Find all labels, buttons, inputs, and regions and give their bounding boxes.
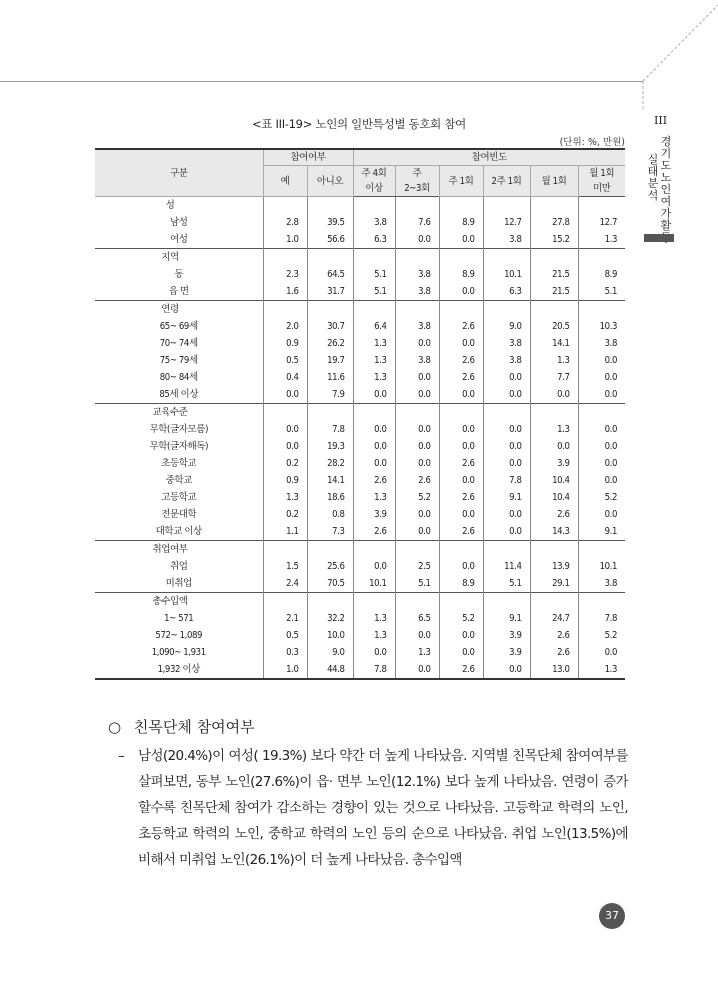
- cell-value: 0.0: [530, 386, 578, 404]
- row-label: 대학교 이상: [155, 526, 202, 537]
- cell-value: 2.6: [439, 523, 483, 541]
- cell-value: 12.7: [483, 214, 530, 231]
- chapter-title-line2: 실태분석: [647, 153, 659, 202]
- cell-value: 10.0: [307, 627, 353, 644]
- cell-value: 3.9: [530, 455, 578, 472]
- cell-value: 7.9: [307, 386, 353, 404]
- row-label: 75~ 79세: [159, 355, 198, 366]
- chapter-title-line1: 경기도 노인여가활: [660, 135, 672, 232]
- cell-value: 2.6: [439, 661, 483, 679]
- row-label: 초등학교: [161, 458, 197, 469]
- cell-value: 3.8: [395, 318, 439, 335]
- cell-value: 0.0: [578, 644, 625, 661]
- cell-value: 0.0: [395, 506, 439, 523]
- cell-value: 56.6: [307, 231, 353, 249]
- cell-value: 25.6: [307, 558, 353, 575]
- cell-value: 27.8: [530, 214, 578, 231]
- section-title: 친목단체 참여여부: [133, 718, 255, 736]
- header-col-2-line2: 이상: [353, 181, 395, 197]
- cell-value: 7.7: [530, 369, 578, 386]
- cell-value: 10.4: [530, 472, 578, 489]
- cell-value: 0.0: [578, 386, 625, 404]
- cell-value: 8.9: [439, 575, 483, 593]
- cell-value: 0.5: [263, 352, 307, 369]
- header-group-participation: 참여여부: [263, 149, 353, 166]
- cell-value: 70.5: [307, 575, 353, 593]
- cell-value: 0.0: [483, 369, 530, 386]
- table-unit: (단위: %, 만원): [559, 137, 625, 148]
- cell-value: 6.5: [395, 610, 439, 627]
- cell-value: 0.0: [483, 421, 530, 438]
- cell-value: 5.2: [439, 610, 483, 627]
- cell-value: 19.3: [307, 438, 353, 455]
- cell-value: 5.1: [483, 575, 530, 593]
- row-label: 무학(글자해독): [149, 441, 209, 452]
- cell-value: 9.1: [578, 523, 625, 541]
- cell-value: 0.0: [353, 438, 395, 455]
- row-label: 65~ 69세: [159, 321, 198, 332]
- cell-value: 2.6: [439, 318, 483, 335]
- cell-value: 1.3: [578, 661, 625, 679]
- cell-value: 2.3: [263, 266, 307, 283]
- cell-value: 0.0: [395, 386, 439, 404]
- cell-value: 0.0: [353, 558, 395, 575]
- cell-value: 0.0: [439, 644, 483, 661]
- table-row: [95, 352, 625, 369]
- cell-value: 0.0: [395, 438, 439, 455]
- group-name: 교육수준: [152, 407, 188, 418]
- header-col-3-line1: 주: [395, 166, 439, 182]
- row-label: 여성: [169, 234, 188, 245]
- row-label: 80~ 84세: [159, 372, 198, 383]
- cell-value: 2.6: [395, 472, 439, 489]
- cell-value: 0.0: [439, 231, 483, 249]
- cell-value: 2.6: [439, 455, 483, 472]
- table-row: [95, 610, 625, 627]
- row-label: 1,090~ 1,931: [151, 647, 206, 658]
- cell-value: 6.3: [483, 283, 530, 301]
- cell-value: 0.0: [353, 421, 395, 438]
- cell-value: 8.9: [439, 214, 483, 231]
- cell-value: 0.0: [578, 455, 625, 472]
- table-row: [95, 523, 625, 541]
- cell-value: 10.1: [483, 266, 530, 283]
- cell-value: 0.4: [263, 369, 307, 386]
- row-label: 1,932 이상: [95, 661, 263, 679]
- table-row: [95, 506, 625, 523]
- cell-value: 7.8: [483, 472, 530, 489]
- cell-value: 14.1: [530, 335, 578, 352]
- header-group-frequency: 참여빈도: [353, 149, 625, 166]
- table-row: [95, 644, 625, 661]
- table-row: [95, 386, 625, 404]
- cell-value: 9.1: [483, 489, 530, 506]
- table-group-row: [95, 301, 625, 319]
- header-row-label: 구분: [95, 149, 263, 197]
- cell-value: 0.0: [263, 421, 307, 438]
- header-col-6: 월 1회: [530, 166, 578, 197]
- table-row: [95, 335, 625, 352]
- cell-value: 0.5: [263, 627, 307, 644]
- row-label: 85세 이상: [159, 389, 199, 400]
- cell-value: 2.4: [263, 575, 307, 593]
- row-label: 미취업: [165, 578, 192, 589]
- cell-value: 0.0: [483, 455, 530, 472]
- chapter-side-bar: [644, 234, 674, 242]
- cell-value: 7.8: [307, 421, 353, 438]
- cell-value: 1.3: [353, 335, 395, 352]
- cell-value: 3.8: [483, 335, 530, 352]
- cell-value: 1.3: [578, 231, 625, 249]
- header-col-5: 2주 1회: [483, 166, 530, 197]
- table-group-row: [95, 541, 625, 559]
- cell-value: 0.0: [439, 335, 483, 352]
- row-label: 취업: [169, 561, 188, 572]
- cell-value: 32.2: [307, 610, 353, 627]
- table-group-row: [95, 404, 625, 422]
- table-row: [95, 231, 625, 249]
- cell-value: 3.8: [395, 352, 439, 369]
- page-corner-decoration: [620, 0, 718, 110]
- cell-value: 14.3: [530, 523, 578, 541]
- cell-value: 2.6: [530, 627, 578, 644]
- section-paragraph: [120, 743, 628, 873]
- table-row: [95, 266, 625, 283]
- cell-value: 5.1: [353, 266, 395, 283]
- cell-value: 3.8: [483, 352, 530, 369]
- cell-value: 3.8: [353, 214, 395, 231]
- cell-value: 19.7: [307, 352, 353, 369]
- cell-value: 0.0: [439, 438, 483, 455]
- cell-value: 3.8: [395, 283, 439, 301]
- cell-value: 3.8: [483, 231, 530, 249]
- table-row: [95, 438, 625, 455]
- cell-value: 0.0: [483, 386, 530, 404]
- group-name: 성: [165, 200, 175, 211]
- chapter-number: III: [654, 114, 668, 127]
- row-label: 읍 면: [168, 286, 189, 297]
- cell-value: 0.0: [263, 386, 307, 404]
- header-col-3-line2: 2~3회: [395, 181, 439, 197]
- cell-value: 29.1: [530, 575, 578, 593]
- cell-value: 0.0: [439, 386, 483, 404]
- cell-value: 1.3: [353, 610, 395, 627]
- cell-value: 1.1: [263, 523, 307, 541]
- section-bullet: ○: [108, 718, 122, 736]
- cell-value: 0.0: [483, 438, 530, 455]
- header-col-1: 아니오: [307, 166, 353, 197]
- cell-value: 2.6: [439, 489, 483, 506]
- cell-value: 9.0: [483, 318, 530, 335]
- cell-value: 0.9: [263, 335, 307, 352]
- table-row: [95, 421, 625, 438]
- header-col-7-line2: 미만: [578, 181, 625, 197]
- cell-value: 64.5: [307, 266, 353, 283]
- paragraph-text: 남성(20.4%)이 여성( 19.3%) 보다 약간 더 높게 나타났음. 지역별 친목단체 참여여부를 살펴보면, 동부 노인(27.6%)이 읍· 면부 노인(12.1%) 보다 높게 나타났음. 연령이 증가할수록 친목단체 참여가 감소하는 경향이 있는 것으로 나타났음. 고등학교 학력의 노인, 초등학교 학력의 노인, 중학교 학력의 노인 등의 순으로 나타났음. 취업 노인(13.5%)에 비해서 미취업 노인(26.1%)이 더 높게 나타났음. 총수입액: [138, 748, 628, 868]
- cell-value: 2.6: [439, 352, 483, 369]
- cell-value: 0.0: [353, 644, 395, 661]
- cell-value: 7.8: [353, 661, 395, 679]
- cell-value: 0.0: [395, 627, 439, 644]
- cell-value: 1.3: [530, 421, 578, 438]
- group-name: 연령: [161, 304, 179, 315]
- cell-value: 2.6: [353, 472, 395, 489]
- cell-value: 8.9: [578, 266, 625, 283]
- cell-value: 1.3: [353, 627, 395, 644]
- cell-value: 13.9: [530, 558, 578, 575]
- cell-value: 21.5: [530, 283, 578, 301]
- row-label: 전문대학: [161, 509, 197, 520]
- cell-value: 0.0: [439, 558, 483, 575]
- cell-value: 13.0: [530, 661, 578, 679]
- cell-value: 1.3: [353, 352, 395, 369]
- cell-value: 0.0: [578, 369, 625, 386]
- cell-value: 14.1: [307, 472, 353, 489]
- table-group-row: [95, 249, 625, 267]
- cell-value: 6.4: [353, 318, 395, 335]
- cell-value: 7.8: [578, 610, 625, 627]
- cell-value: 44.8: [307, 661, 353, 679]
- table-row: [95, 661, 625, 679]
- cell-value: 31.7: [307, 283, 353, 301]
- cell-value: 2.5: [395, 558, 439, 575]
- cell-value: 5.1: [578, 283, 625, 301]
- cell-value: 2.0: [263, 318, 307, 335]
- cell-value: 3.9: [483, 644, 530, 661]
- cell-value: 0.0: [578, 506, 625, 523]
- cell-value: 9.0: [307, 644, 353, 661]
- table-row: [95, 558, 625, 575]
- cell-value: 1.5: [263, 558, 307, 575]
- cell-value: 20.5: [530, 318, 578, 335]
- cell-value: 0.0: [578, 472, 625, 489]
- paragraph-dash: –: [118, 748, 125, 764]
- cell-value: 1.3: [353, 489, 395, 506]
- row-label: 무학(글자모름): [149, 424, 209, 435]
- cell-value: 10.3: [578, 318, 625, 335]
- cell-value: 5.2: [395, 489, 439, 506]
- table-row: [95, 489, 625, 506]
- row-label: 고등학교: [161, 492, 197, 503]
- cell-value: 28.2: [307, 455, 353, 472]
- cell-value: 5.2: [578, 627, 625, 644]
- row-label: 동: [174, 269, 184, 280]
- section-heading: [108, 716, 255, 737]
- cell-value: 0.0: [263, 438, 307, 455]
- header-col-0: 예: [263, 166, 307, 197]
- cell-value: 1.3: [395, 644, 439, 661]
- cell-value: 1.0: [263, 661, 307, 679]
- stat-table: [95, 148, 625, 680]
- cell-value: 0.0: [395, 335, 439, 352]
- cell-value: 7.3: [307, 523, 353, 541]
- cell-value: 0.0: [395, 661, 439, 679]
- cell-value: 0.0: [483, 506, 530, 523]
- cell-value: 0.0: [578, 421, 625, 438]
- cell-value: 26.2: [307, 335, 353, 352]
- cell-value: 18.6: [307, 489, 353, 506]
- cell-value: 3.8: [578, 335, 625, 352]
- cell-value: 0.0: [439, 283, 483, 301]
- row-label: 70~ 74세: [159, 338, 198, 349]
- cell-value: 3.9: [353, 506, 395, 523]
- table-row: [95, 283, 625, 301]
- cell-value: 0.0: [439, 506, 483, 523]
- cell-value: 21.5: [530, 266, 578, 283]
- cell-value: 5.2: [578, 489, 625, 506]
- cell-value: 12.7: [578, 214, 625, 231]
- cell-value: 2.6: [530, 644, 578, 661]
- cell-value: 8.9: [439, 266, 483, 283]
- group-name: 취업여부: [152, 544, 188, 555]
- header-col-4: 주 1회: [439, 166, 483, 197]
- cell-value: 11.6: [307, 369, 353, 386]
- cell-value: 5.1: [395, 575, 439, 593]
- header-col-2-line1: 주 4회: [353, 166, 395, 182]
- cell-value: 0.0: [578, 438, 625, 455]
- cell-value: 0.0: [439, 421, 483, 438]
- row-label: 남성: [169, 217, 188, 228]
- cell-value: 1.6: [263, 283, 307, 301]
- cell-value: 0.0: [439, 627, 483, 644]
- cell-value: 0.0: [439, 472, 483, 489]
- cell-value: 6.3: [353, 231, 395, 249]
- table-row: [95, 627, 625, 644]
- cell-value: 0.0: [395, 455, 439, 472]
- cell-value: 0.0: [483, 661, 530, 679]
- cell-value: 2.6: [439, 369, 483, 386]
- cell-value: 24.7: [530, 610, 578, 627]
- cell-value: 0.2: [263, 455, 307, 472]
- cell-value: 7.6: [395, 214, 439, 231]
- cell-value: 0.0: [530, 438, 578, 455]
- cell-value: 0.0: [395, 421, 439, 438]
- cell-value: 2.6: [530, 506, 578, 523]
- table-group-row: [95, 593, 625, 611]
- cell-value: 11.4: [483, 558, 530, 575]
- table-group-row: [95, 197, 625, 215]
- cell-value: 5.1: [353, 283, 395, 301]
- cell-value: 0.0: [483, 523, 530, 541]
- cell-value: 2.6: [353, 523, 395, 541]
- table-row: [95, 472, 625, 489]
- table-row: [95, 318, 625, 335]
- cell-value: 0.0: [395, 369, 439, 386]
- cell-value: 1.0: [263, 231, 307, 249]
- cell-value: 0.0: [395, 523, 439, 541]
- cell-value: 1.3: [530, 352, 578, 369]
- table-row: [95, 369, 625, 386]
- header-col-7-line1: 월 1회: [578, 166, 625, 182]
- cell-value: 3.8: [578, 575, 625, 593]
- table-row: [95, 214, 625, 231]
- cell-value: 0.2: [263, 506, 307, 523]
- row-label: 572~ 1,089: [155, 630, 203, 641]
- cell-value: 10.1: [578, 558, 625, 575]
- row-label: 중학교: [165, 475, 192, 486]
- cell-value: 1.3: [353, 369, 395, 386]
- top-rule: [0, 81, 643, 82]
- cell-value: 2.8: [263, 214, 307, 231]
- cell-value: 9.1: [483, 610, 530, 627]
- group-name: 총수입액: [152, 596, 188, 607]
- cell-value: 15.2: [530, 231, 578, 249]
- table-title: <표 III-19> 노인의 일반특성별 동호회 참여: [252, 117, 466, 131]
- cell-value: 0.3: [263, 644, 307, 661]
- cell-value: 3.8: [395, 266, 439, 283]
- cell-value: 39.5: [307, 214, 353, 231]
- cell-value: 0.0: [353, 455, 395, 472]
- page-number: 37: [599, 903, 625, 929]
- table-row: [95, 575, 625, 593]
- cell-value: 0.8: [307, 506, 353, 523]
- cell-value: 1.3: [263, 489, 307, 506]
- cell-value: 2.1: [263, 610, 307, 627]
- cell-value: 3.9: [483, 627, 530, 644]
- cell-value: 0.0: [395, 231, 439, 249]
- cell-value: 10.4: [530, 489, 578, 506]
- group-name: 지역: [161, 252, 179, 263]
- cell-value: 0.0: [353, 386, 395, 404]
- cell-value: 10.1: [353, 575, 395, 593]
- cell-value: 30.7: [307, 318, 353, 335]
- cell-value: 0.0: [578, 352, 625, 369]
- row-label: 1~ 571: [164, 613, 194, 624]
- table-row: [95, 455, 625, 472]
- cell-value: 0.9: [263, 472, 307, 489]
